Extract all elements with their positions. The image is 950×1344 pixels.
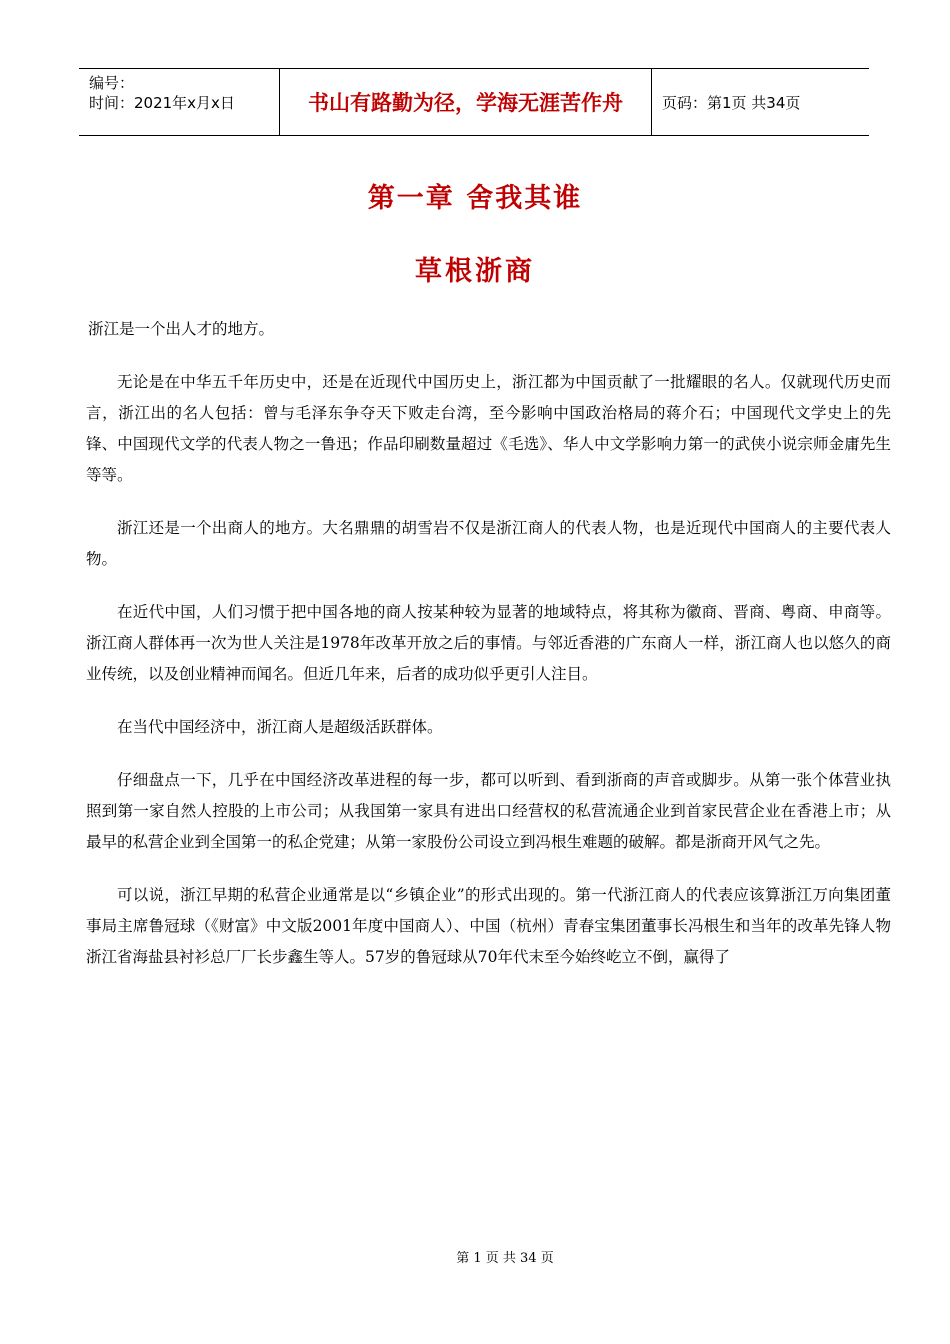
chapter-title: 第一章 舍我其谁: [367, 183, 583, 214]
section-title: 草根浙商: [415, 256, 535, 287]
paragraph: 在近代中国，人们习惯于把中国各地的商人按某种较为显著的地域特点，将其称为徽商、晋商、粤商、申商等。浙江商人群体再一次为世人关注是1978年改革开放之后的事情。与邻近香港的广东商人一样，浙江商人也以悠久的商业传统，以及创业精神而闻名。但近几年来，后者的成功似乎更引人注目。: [86, 603, 891, 683]
paragraph: 仔细盘点一下，几乎在中国经济改革进程的每一步，都可以听到、看到浙商的声音或脚步。从第一张个体营业执照到第一家自然人控股的上市公司；从我国第一家具有进出口经营权的私营流通企业到首家民营企业在香港上市；从最早的私营企业到全国第一的私企党建；从第一家股份公司设立到冯根生难题的破解。都是浙商开风气之先。: [86, 771, 891, 851]
page-footer: 第 1 页 共 34 页: [456, 1251, 554, 1266]
paragraph: 无论是在中华五千年历史中，还是在近现代中国历史上，浙江都为中国贡献了一批耀眼的名人。仅就现代历史而言，浙江出的名人包括：曾与毛泽东争夺天下败走台湾，至今影响中国政治格局的蒋介石；中国现代文学史上的先锋、中国现代文学的代表人物之一鲁迅；作品印刷数量超过《毛选》、华人中文学影响力第一的武侠小说宗师金庸先生等等。: [86, 373, 891, 484]
document-number-label: 编号：: [89, 74, 135, 92]
paragraph: 在当代中国经济中，浙江商人是超级活跃群体。: [117, 718, 443, 736]
header-motto: 书山有路勤为径，学海无涯苦作舟: [280, 69, 652, 135]
header-page-info: 页码：第1页 共34页: [662, 93, 801, 112]
header-table: [79, 68, 869, 136]
body-text: [86, 314, 891, 995]
paragraph: 浙江是一个出人才的地方。: [88, 320, 275, 338]
document-time-label: 时间：2021年x月x日: [89, 94, 235, 112]
paragraph: 浙江还是一个出商人的地方。大名鼎鼎的胡雪岩不仅是浙江商人的代表人物，也是近现代中国商人的主要代表人物。: [86, 519, 891, 568]
paragraph: 可以说，浙江早期的私营企业通常是以“乡镇企业”的形式出现的。第一代浙江商人的代表应该算浙江万向集团董事局主席鲁冠球（《财富》中文版2001年度中国商人）、中国（杭州）青春宝集团董事长冯根生和当年的改革先锋人物浙江省海盐县衬衫总厂厂长步鑫生等人。57岁的鲁冠球从70年代末至今始终屹立不倒，赢得了: [86, 886, 891, 966]
header-meta-cell: [79, 69, 280, 135]
